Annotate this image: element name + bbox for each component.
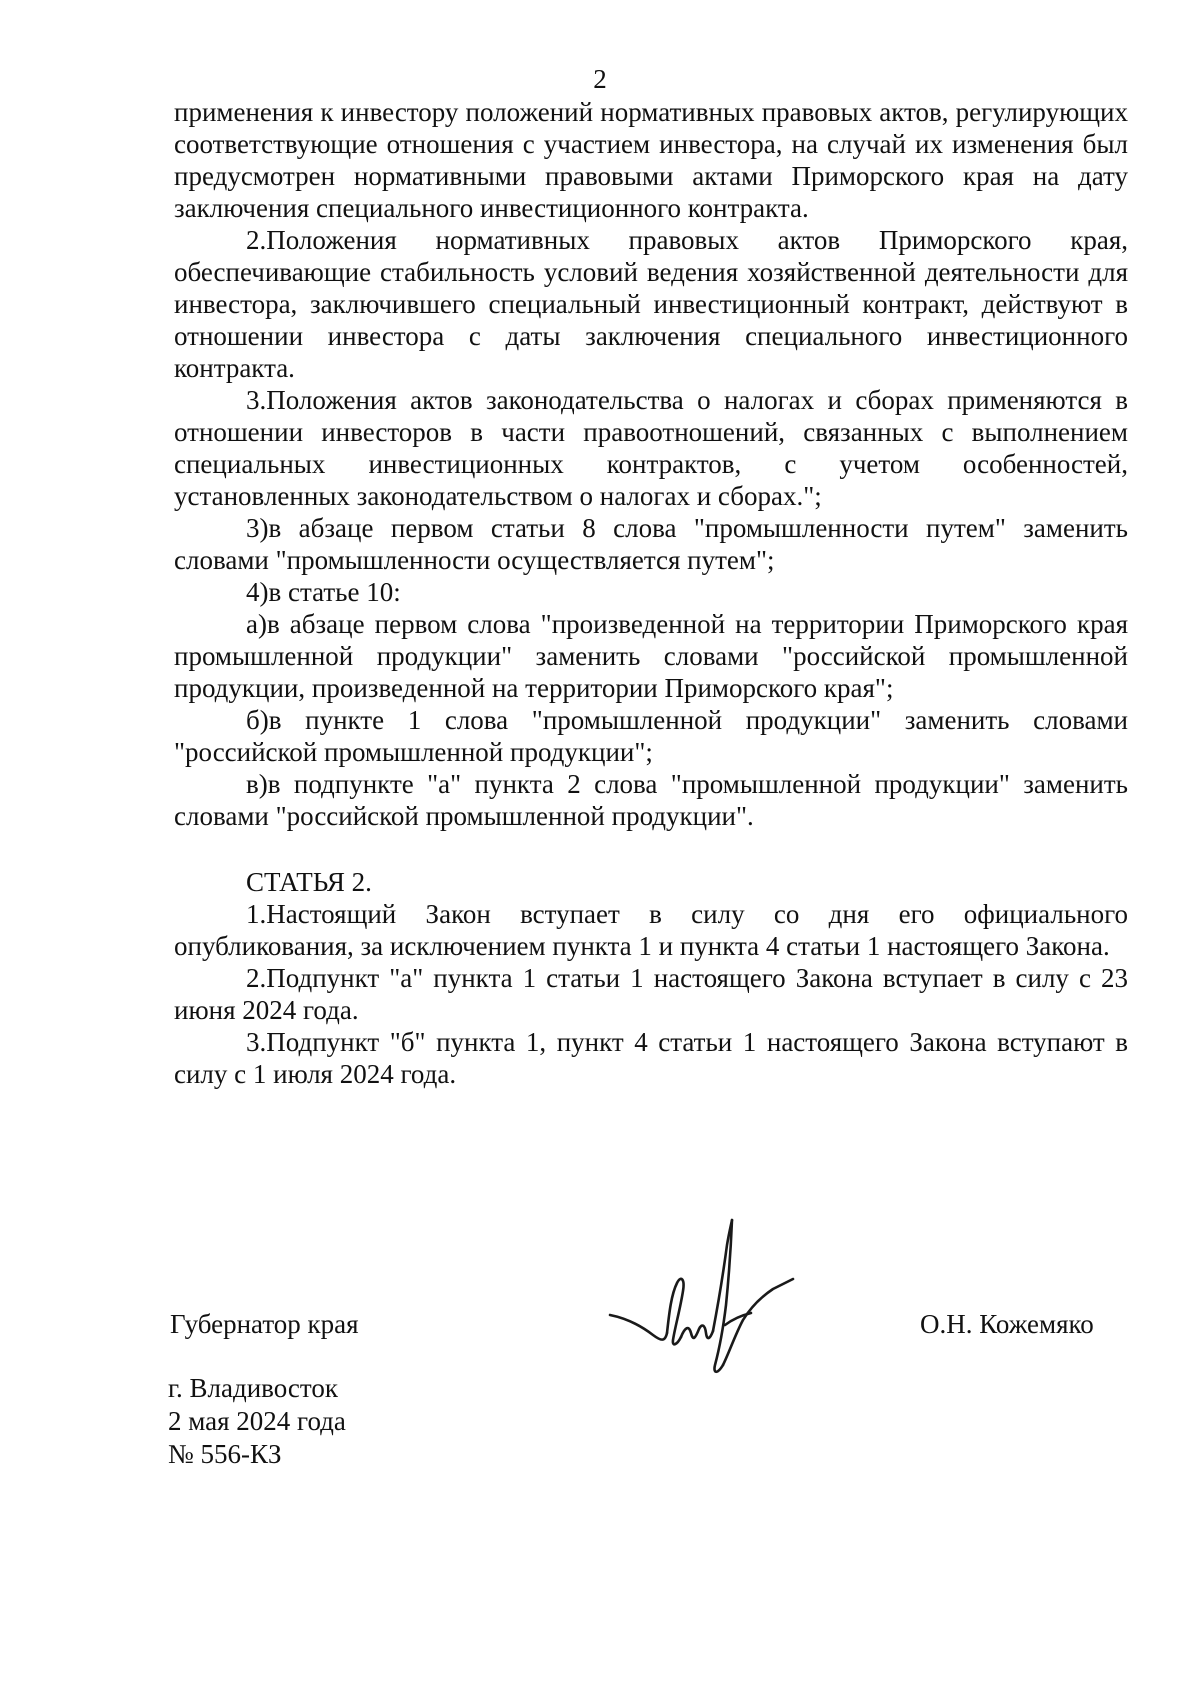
signing-city: г. Владивосток [168, 1373, 338, 1403]
paragraph: 3)в абзаце первом статьи 8 слова "промышленности путем" заменить словами "промышленности осуществляется путем"; [174, 513, 1128, 575]
paragraph: б)в пункте 1 слова "промышленной продукции" заменить словами "российской промышленной продукции"; [174, 705, 1128, 767]
handwritten-signature [605, 1215, 805, 1390]
signatory-title: Губернатор края [170, 1309, 359, 1339]
law-number: № 556-КЗ [168, 1439, 282, 1469]
paragraph: в)в подпункте "а" пункта 2 слова "промышленной продукции" заменить словами "российской промышленной продукции". [174, 769, 1128, 831]
paragraph: 4)в статье 10: [246, 577, 401, 607]
article-heading: СТАТЬЯ 2. [246, 867, 372, 897]
paragraph: 1.Настоящий Закон вступает в силу со дня его официального опубликования, за исключением пункта 1 и пункта 4 статьи 1 настоящего Закона. [174, 899, 1128, 961]
signatory-name: О.Н. Кожемяко [920, 1309, 1094, 1339]
page-number: 2 [593, 64, 607, 94]
paragraph: 3.Положения актов законодательства о налогах и сборах применяются в отношении инвесторов в части правоотношений, связанных с выполнением специальных инвестиционных контрактов, с учетом особенностей, установленных законодательством о налогах и сборах."; [174, 385, 1128, 511]
document-meta [168, 1372, 346, 1471]
signing-date: 2 мая 2024 года [168, 1406, 346, 1436]
paragraph: а)в абзаце первом слова "произведенной на территории Приморского края промышленной продукции" заменить словами "российской промышленной продукции, произведенной на территории Приморского края"; [174, 609, 1128, 703]
paragraph: применения к инвестору положений нормативных правовых актов, регулирующих соответствующие отношения с участием инвестора, на случай их изменения был предусмотрен нормативными правовыми актами Приморского края на дату заключения специального инвестиционного контракта. [174, 97, 1128, 223]
paragraph: 2.Подпункт "а" пункта 1 статьи 1 настоящего Закона вступает в силу с 23 июня 2024 года. [174, 963, 1128, 1025]
document-body [174, 96, 1128, 1090]
paragraph: 3.Подпункт "б" пункта 1, пункт 4 статьи 1 настоящего Закона вступают в силу с 1 июля 2024 года. [174, 1027, 1128, 1089]
paragraph: 2.Положения нормативных правовых актов Приморского края, обеспечивающие стабильность условий ведения хозяйственной деятельности для инвестора, заключившего специальный инвестиционный контракт, действуют в отношении инвестора с даты заключения специального инвестиционного контракта. [174, 225, 1128, 383]
